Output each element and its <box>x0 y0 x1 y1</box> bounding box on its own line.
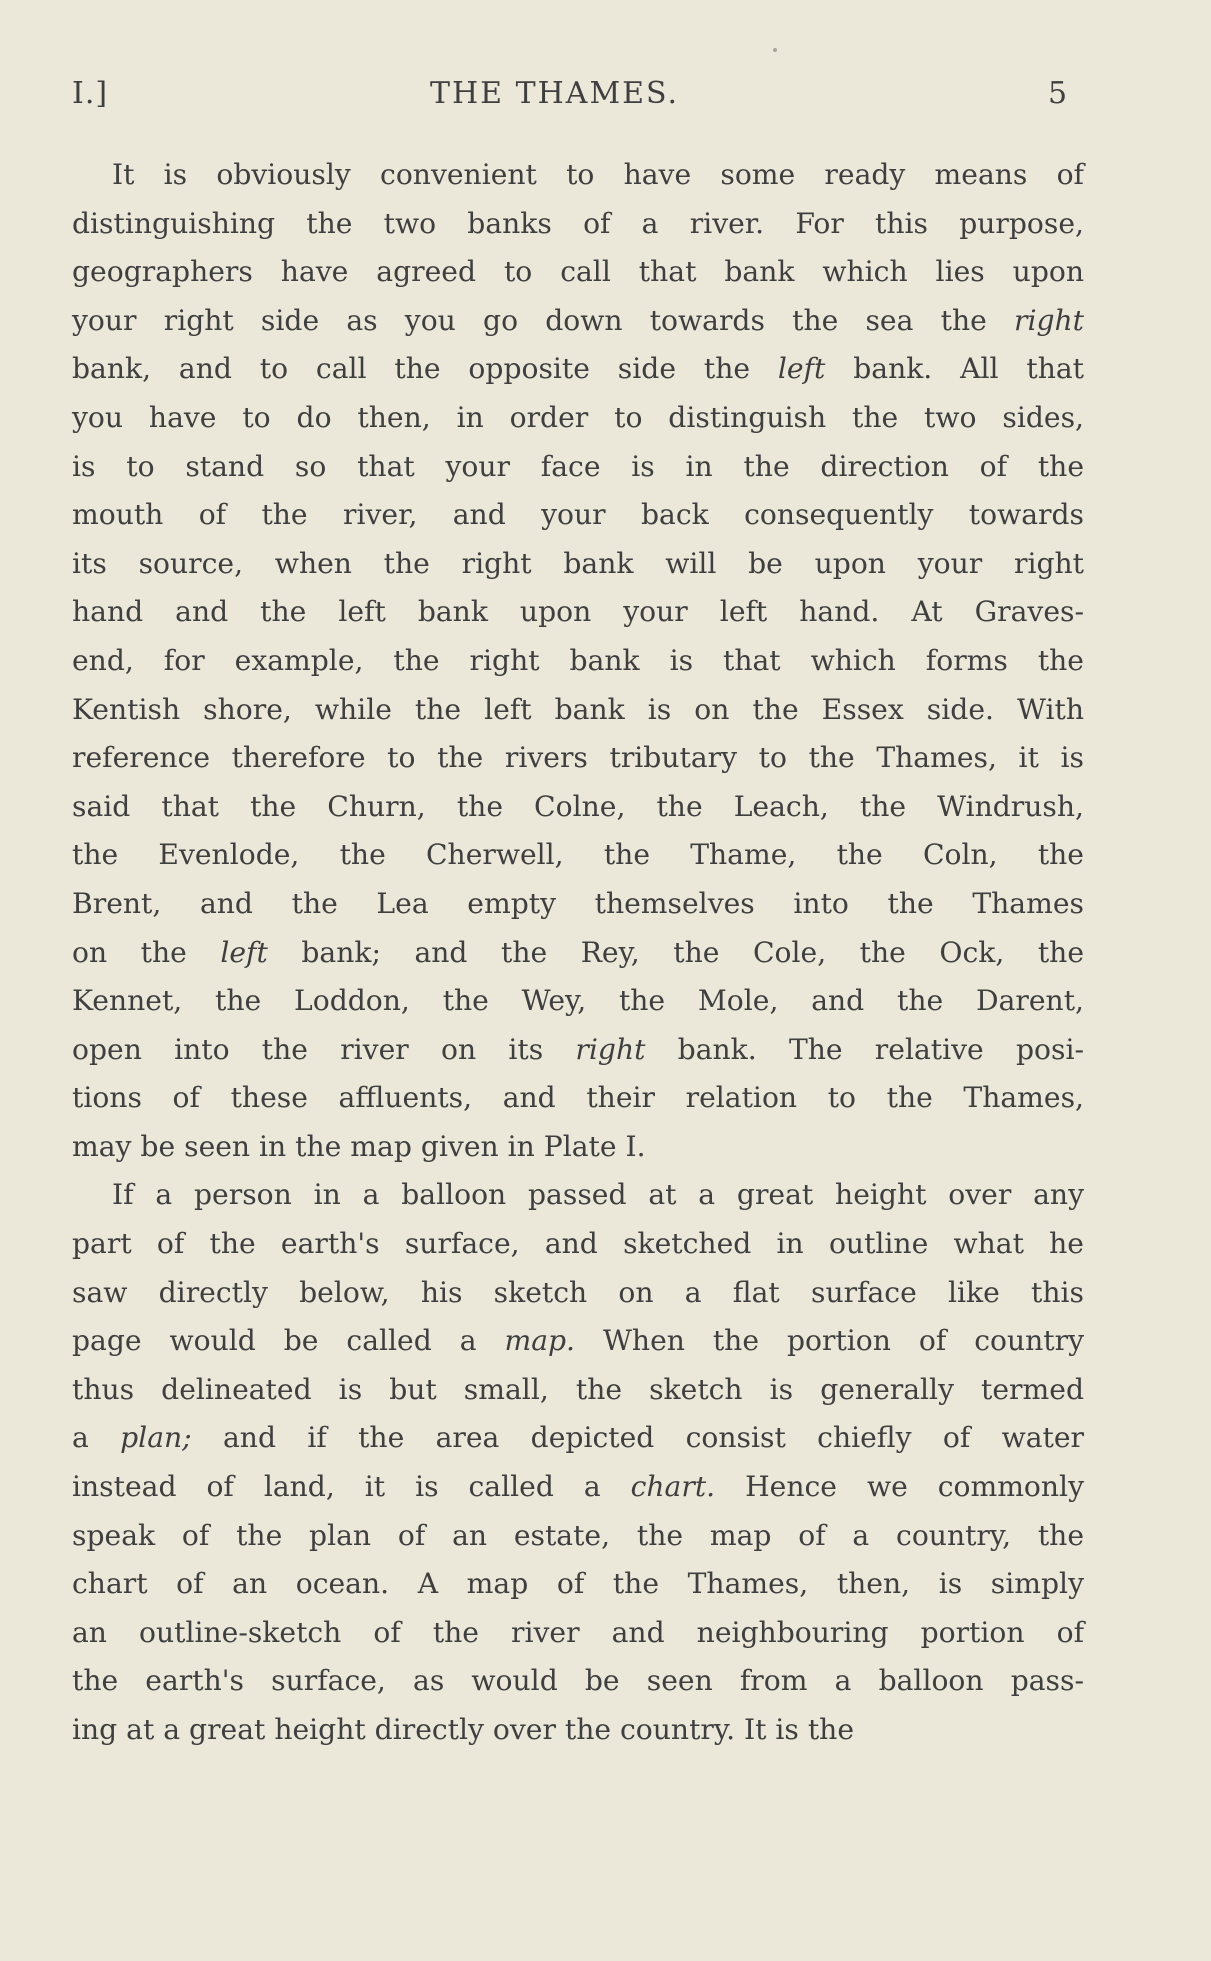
italic-term: plan; <box>120 1421 192 1455</box>
text-line <box>72 1609 1084 1658</box>
text-segment: Kennet, the Loddon, the Wey, the Mole, and the Darent, <box>72 984 1084 1018</box>
text-line <box>72 394 1084 443</box>
text-segment: the Evenlode, the Cherwell, the Thame, the Coln, the <box>72 838 1084 872</box>
text-line <box>72 1269 1084 1318</box>
text-segment: reference therefore to the rivers tributary to the Thames, it is <box>72 741 1084 775</box>
text-line <box>72 783 1084 832</box>
text-segment: your right side as you go down towards the sea the <box>72 303 1014 337</box>
text-line <box>72 831 1084 880</box>
text-segment: you have to do then, in order to distinguish the two sides, <box>72 400 1084 434</box>
text-segment: its source, when the right bank will be upon your right <box>72 546 1084 580</box>
italic-term: map. <box>504 1324 576 1358</box>
text-segment: ing at a great height directly over the country. It is the <box>72 1713 855 1746</box>
text-line <box>72 491 1084 540</box>
text-segment: speak of the plan of an estate, the map of a country, the <box>72 1518 1084 1552</box>
italic-term: left <box>777 352 826 386</box>
text-segment: said that the Churn, the Colne, the Leach, the Windrush, <box>72 789 1084 823</box>
text-line <box>72 686 1084 735</box>
text-segment: saw directly below, his sketch on a flat surface like this <box>72 1275 1084 1309</box>
section-marker: I.] <box>72 76 109 111</box>
running-head <box>72 76 1084 116</box>
text-line <box>72 1123 1084 1172</box>
text-line <box>72 1220 1084 1269</box>
running-title: THE THAMES. <box>430 76 680 111</box>
page-number: 5 <box>1048 76 1069 111</box>
text-line <box>72 1706 1084 1755</box>
text-line <box>72 443 1084 492</box>
text-segment: geographers have agreed to call that bank which lies upon <box>72 255 1084 289</box>
text-segment: a <box>72 1421 121 1455</box>
text-line <box>72 297 1084 346</box>
text-line <box>72 248 1084 297</box>
text-line <box>72 200 1084 249</box>
text-segment: bank. All that <box>825 352 1084 386</box>
text-segment: and if the area depicted consist chiefly of water <box>191 1421 1084 1455</box>
text-segment: bank, and to call the opposite side the <box>72 352 778 386</box>
text-segment: bank. The relative posi- <box>645 1032 1084 1066</box>
text-line <box>72 1026 1084 1075</box>
text-segment: Kentish shore, while the left bank is on the Essex side. With <box>72 692 1084 726</box>
text-segment: page would be called a <box>72 1324 505 1358</box>
text-segment: part of the earth's surface, and sketched in outline what he <box>72 1227 1084 1261</box>
text-segment: If a person in a balloon passed at a great height over any <box>112 1178 1084 1212</box>
text-segment: end, for example, the right bank is that which forms the <box>72 643 1084 677</box>
text-line <box>72 1463 1084 1512</box>
text-segment: Hence we commonly <box>715 1470 1084 1504</box>
text-line <box>72 880 1084 929</box>
printing-speck <box>773 48 777 52</box>
text-line <box>72 637 1084 686</box>
text-segment: is to stand so that your face is in the direction of the <box>72 449 1084 483</box>
text-line <box>72 977 1084 1026</box>
text-line <box>72 1560 1084 1609</box>
text-line <box>72 1317 1084 1366</box>
text-segment: hand and the left bank upon your left hand. At Graves- <box>72 595 1084 629</box>
text-line <box>72 929 1084 978</box>
text-segment: the earth's surface, as would be seen from a balloon pass- <box>72 1664 1084 1698</box>
text-line <box>72 540 1084 589</box>
text-segment: mouth of the river, and your back consequently towards <box>72 498 1084 532</box>
text-line <box>72 588 1084 637</box>
italic-term: right <box>575 1032 646 1066</box>
text-line <box>72 1414 1084 1463</box>
text-segment: chart of an ocean. A map of the Thames, then, is simply <box>72 1567 1084 1601</box>
text-segment: bank; and the Rey, the Cole, the Ock, the <box>267 935 1085 969</box>
italic-term: left <box>220 935 268 969</box>
text-segment: an outline-sketch of the river and neighbouring portion of <box>72 1615 1084 1649</box>
text-segment: tions of these affluents, and their relation to the Thames, <box>72 1081 1084 1115</box>
text-line <box>72 1657 1084 1706</box>
text-line <box>72 151 1084 200</box>
text-line <box>72 1171 1084 1220</box>
text-segment: When the portion of country <box>575 1324 1084 1358</box>
text-segment: instead of land, it is called a <box>72 1470 631 1504</box>
italic-term: right <box>1013 303 1084 337</box>
text-segment: thus delineated is but small, the sketch is generally termed <box>72 1372 1084 1406</box>
text-segment: open into the river on its <box>72 1032 576 1066</box>
text-line <box>72 1512 1084 1561</box>
text-segment: may be seen in the map given in Plate I. <box>72 1129 646 1163</box>
text-line <box>72 1366 1084 1415</box>
text-segment: on the <box>72 935 221 969</box>
text-line <box>72 734 1084 783</box>
text-segment: distinguishing the two banks of a river. For this purpose, <box>72 206 1084 240</box>
text-line <box>72 345 1084 394</box>
text-segment: Brent, and the Lea empty themselves into the Thames <box>72 886 1084 920</box>
text-segment: It is obviously convenient to have some ready means of <box>112 158 1084 191</box>
text-line <box>72 1074 1084 1123</box>
body-text <box>72 151 1084 1755</box>
italic-term: chart. <box>630 1470 716 1504</box>
